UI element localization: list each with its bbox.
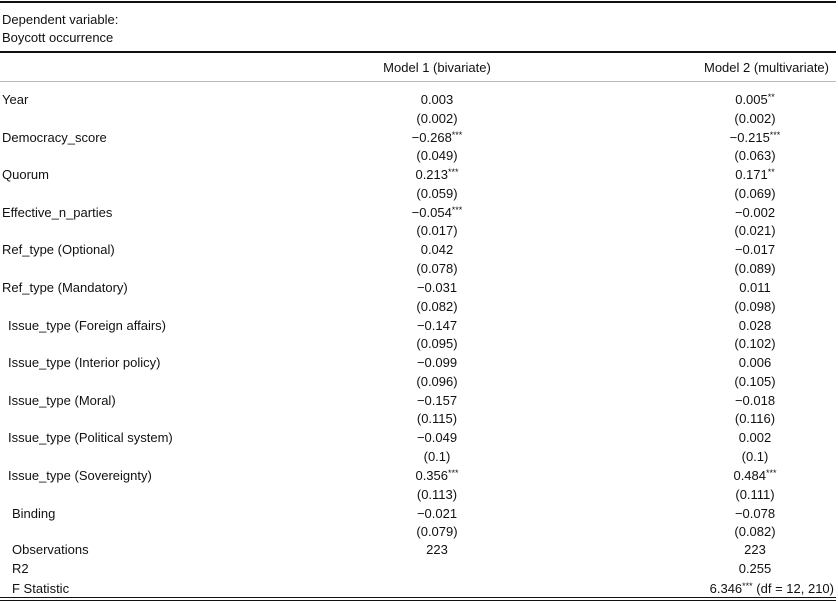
column-header-model2: Model 2 (multivariate) — [704, 60, 829, 75]
row-label: Issue_type (Foreign affairs) — [8, 317, 166, 333]
stat-value-m2: 0.255 — [738, 561, 772, 576]
coefficient-value: 0.002 — [738, 430, 772, 446]
significance-stars: ** — [767, 92, 775, 102]
stat-label: Observations — [12, 542, 89, 557]
coefficient-m2 — [675, 204, 835, 222]
coefficient-value: −0.078 — [734, 505, 776, 521]
coefficient-value: −0.002 — [734, 204, 776, 220]
coefficient-m2 — [675, 129, 835, 147]
stat-label: F Statistic — [12, 581, 70, 596]
standard-error-m2: (0.002) — [734, 110, 776, 126]
coefficient-value: 0.011 — [739, 280, 771, 295]
coefficient-m2 — [675, 317, 835, 335]
standard-error-m1: (0.002) — [416, 110, 458, 126]
standard-error-m2: (0.1) — [741, 448, 769, 464]
coefficient-value: 0.213 — [415, 167, 449, 183]
coefficient-value: 0.005 — [735, 92, 768, 107]
standard-error-m1: (0.079) — [416, 524, 458, 540]
coefficient-value: 0.042 — [420, 242, 454, 258]
coefficient-m1 — [337, 241, 537, 259]
coefficient-m1 — [337, 129, 537, 147]
coefficient-m2 — [675, 91, 835, 109]
standard-error-m1: (0.115) — [416, 411, 458, 427]
significance-stars: *** — [448, 468, 459, 478]
stat-value-m2 — [710, 580, 834, 598]
coefficient-value: −0.054 — [411, 204, 452, 220]
standard-error-m2: (0.069) — [734, 185, 776, 201]
row-label: Quorum — [2, 167, 49, 183]
standard-error-m1: (0.059) — [416, 185, 458, 201]
row-label: Issue_type (Moral) — [8, 392, 116, 408]
coefficient-value: 0.484 — [733, 468, 767, 483]
coefficient-m2 — [675, 467, 835, 485]
coefficient-value: −0.147 — [416, 317, 458, 333]
f-value: 6.346 — [709, 581, 743, 596]
coefficient-m1 — [337, 467, 537, 485]
row-label: Year — [2, 92, 29, 107]
significance-stars: *** — [448, 167, 459, 178]
significance-stars: *** — [769, 129, 781, 140]
standard-error-m1: (0.113) — [416, 486, 458, 502]
column-header-model1: Model 1 (bivariate) — [383, 60, 491, 75]
row-label: Ref_type (Mandatory) — [2, 280, 128, 295]
coefficient-m2 — [675, 429, 835, 447]
row-label: Issue_type (Interior policy) — [8, 355, 161, 371]
coefficient-m1 — [337, 279, 537, 297]
coefficient-m2 — [675, 241, 835, 259]
row-label: Ref_type (Optional) — [2, 242, 115, 258]
coefficient-m2 — [675, 392, 835, 410]
standard-error-m1: (0.096) — [416, 373, 458, 389]
top-rule — [0, 1, 836, 3]
coefficient-value: −0.031 — [416, 280, 458, 295]
coefficient-value: 0.171 — [735, 167, 768, 183]
stat-value-m2: 223 — [744, 542, 766, 557]
significance-stars: *** — [766, 468, 777, 478]
standard-error-m1: (0.082) — [416, 298, 458, 314]
header-divider — [0, 81, 836, 82]
coefficient-m1 — [337, 429, 537, 447]
standard-error-m1: (0.095) — [416, 336, 458, 352]
coefficient-m2 — [675, 166, 835, 184]
coefficient-value: −0.157 — [416, 392, 458, 408]
significance-stars: *** — [742, 581, 753, 591]
standard-error-m2: (0.102) — [734, 336, 776, 352]
coefficient-m2 — [675, 505, 835, 523]
coefficient-m1 — [337, 204, 537, 222]
coefficient-m1 — [337, 166, 537, 184]
significance-stars: ** — [767, 167, 775, 178]
coefficient-value: −0.018 — [734, 392, 776, 408]
coefficient-m2 — [675, 354, 835, 372]
caption-line1: Dependent variable: — [2, 12, 119, 27]
significance-stars: *** — [451, 204, 463, 215]
standard-error-m2: (0.098) — [734, 298, 776, 314]
stat-label: R2 — [12, 561, 29, 576]
standard-error-m2: (0.082) — [734, 524, 776, 540]
header-rule — [0, 51, 836, 53]
caption-line2: Boycott occurrence — [2, 30, 114, 45]
coefficient-m1 — [337, 505, 537, 523]
stat-value-m1: 223 — [426, 542, 448, 557]
f-df: (df = 12, 210) — [752, 581, 834, 596]
row-label: Issue_type (Political system) — [8, 430, 173, 446]
coefficient-value: −0.215 — [729, 129, 770, 145]
significance-stars: *** — [451, 129, 463, 140]
standard-error-m1: (0.049) — [416, 148, 458, 164]
standard-error-m2: (0.089) — [734, 260, 776, 276]
standard-error-m1: (0.017) — [416, 223, 458, 239]
coefficient-m2 — [675, 279, 835, 297]
coefficient-value: 0.028 — [738, 317, 772, 333]
standard-error-m2: (0.111) — [735, 486, 775, 502]
coefficient-m1 — [337, 392, 537, 410]
standard-error-m2: (0.116) — [734, 411, 776, 427]
coefficient-value: −0.268 — [411, 129, 452, 145]
coefficient-value: −0.017 — [734, 242, 776, 258]
coefficient-value: −0.099 — [416, 355, 458, 371]
standard-error-m2: (0.105) — [734, 373, 776, 389]
coefficient-value: 0.006 — [738, 355, 772, 371]
row-label: Issue_type (Sovereignty) — [8, 468, 152, 483]
bottom-rule — [0, 600, 836, 601]
coefficient-m1 — [337, 91, 537, 109]
coefficient-value: 0.003 — [420, 92, 454, 107]
row-label: Democracy_score — [2, 129, 107, 145]
standard-error-m2: (0.021) — [734, 223, 776, 239]
standard-error-m2: (0.063) — [734, 148, 776, 164]
coefficient-m1 — [337, 354, 537, 372]
standard-error-m1: (0.1) — [423, 448, 451, 464]
row-label: Binding — [12, 505, 56, 521]
coefficient-value: −0.049 — [416, 430, 458, 446]
standard-error-m1: (0.078) — [416, 260, 458, 276]
bottom-rule — [0, 597, 836, 598]
coefficient-m1 — [337, 317, 537, 335]
coefficient-value: 0.356 — [415, 468, 449, 483]
row-label: Effective_n_parties — [2, 204, 113, 220]
coefficient-value: −0.021 — [416, 505, 458, 521]
